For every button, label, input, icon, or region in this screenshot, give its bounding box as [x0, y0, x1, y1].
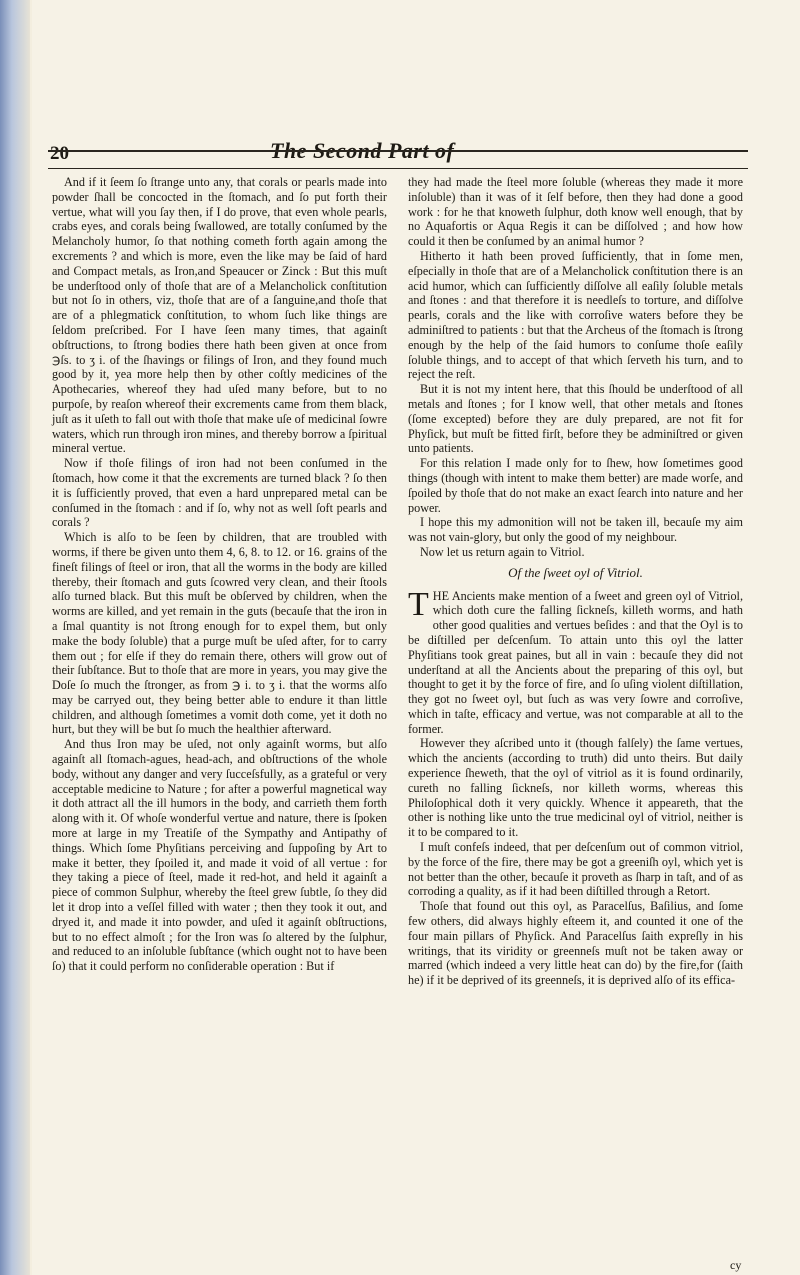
paragraph: But it is not my intent here, that this ſhould be underſtood of all metals and ſtones ; for I know well, that other metals and ſtones (ſome excepted) before they are duly prepared, are not fit for Phyſick, but muſt be fitted firſt, before they be adminiſtred or given unto patients.: [408, 382, 743, 456]
paragraph: Thoſe that found out this oyl, as Paracelſus, Baſilius, and ſome few others, did always highly eſteem it, and counted it one of the four main pillars of Phyſick. And Paracelſus ſaith expreſly in his writings, that its viridity or greenneſs muſt not be taken away or marred (which indeed a very little heat can do) by the fire,for (ſaith he) if it be deprived of its greenneſs, it is deprived alſo of its effica-: [408, 899, 743, 988]
paragraph: I muſt confeſs indeed, that per deſcenſum out of common vitriol, by the force of the fire, there may be got a greeniſh oyl, which yet is not better than the other, becauſe it proveth as ſharp in taſt, and of as corroding a quality, as if it had been diſtilled through a Retort.: [408, 840, 743, 899]
right-column: [408, 175, 743, 988]
paragraph: However they aſcribed unto it (though falſely) the ſame vertues, which the ancients (according to truth) did unto theirs. But daily experience ſheweth, that the oyl of vitriol as it is found ordinarily, cureth no falling ſickneſs, nor killeth worms, whereas this Philoſophical doth it very quickly. Whence it appeareth, that the other is nothing like unto the true medicinal oyl of vitriol, neither is it to be compared to it.: [408, 736, 743, 840]
header-rule-thin: [48, 168, 748, 169]
paragraph-text: HE Ancients make mention of a ſweet and green oyl of Vitriol, which doth cure the falling ſickneſs, killeth worms, and hath other good qualities and vertues beſides : and that the Oyl is to be diſtilled per deſcenſum. To attain unto this oyl the latter Phyſitians took great paines, but all in vain : becauſe they did not underſtand at all the Ancients about the preparing of this oyl, but thought to get it by the force of fire, and ſo uſing violent diſtillation, they got no ſweet oyl, but ſuch as was very ſowre and corroſive, which in taſte, efficacy and vertue, was not comparable at all to the former.: [408, 588, 743, 736]
drop-cap: T: [408, 585, 429, 623]
paragraph: they had made the ſteel more ſoluble (whereas they made it more inſoluble) than it was of it ſelf before, then they had done a good work : for he that knoweth ſulphur, doth know well enough, that by no Aquafortis or Aqua Regis it can be diſſolved ; and how how could it then be conſumed by an animal humor ?: [408, 175, 743, 249]
paragraph: I hope this my admonition will not be taken ill, becauſe my aim was not vain-glory, but only the good of my neighbour.: [408, 515, 743, 545]
section-heading: Of the ſweet oyl of Vitriol.: [508, 564, 643, 580]
paragraph: And thus Iron may be uſed, not only againſt worms, but alſo againſt all ſtomach-agues, head-ach, and obſtructions of the whole body, without any danger and very ſucceſsfully, as a grateful or very acceptable medicine to Nature ; for after a powerful magnetical way it doth attract all the ill humors in the body, and carrieth them forth along with it. Of whoſe wonderful vertue and nature, there is ſpoken more at large in my Treatiſe of the Sympathy and Antipathy of things. Which ſome Phyſitians perceiving and ſuppoſing by Art to make it better, they ſpoiled it, and made it void of all vertue : for they taking a piece of ſteel, made it red-hot, and held it againſt a piece of common Sulphur, whereby the ſteel grew ſubtle, ſo they did let it drop into a veſſel filled with water ; then they took it out, and dryed it, and made it into powder, and uſed it againſt obſtructions, but to no effect almoſt ; for the Iron was ſo altered by the ſulphur, and reduced to an inſoluble ſubſtance (which ought not to have been ſo) that it could perform no conſiderable operation : But if: [52, 737, 387, 974]
paragraph: Hitherto it hath been proved ſufficiently, that in ſome men, eſpecially in thoſe that are of a Melancholick conſtitution there is an acid humor, which can ſufficiently diſſolve all eaſily ſoluble metals and ſtones : and that therefore it is needleſs to torture, and diſſolve pearls, corals and the like with corroſive waters before they be adminiſtred to patients : but that the Archeus of the ſtomach is ſtrong enough by the help of the ſaid humors to conſume thoſe eaſily ſoluble things, and to accept of that which ſerveth his turn, and to reject the reſt.: [408, 248, 743, 382]
book-binding-edge: [0, 0, 30, 1275]
paragraph: Now let us return again to Vitriol.: [420, 544, 585, 559]
paragraph: Now if thoſe filings of iron had not been conſumed in the ſtomach, how come it that the excrements are turned black ? ſo then it is ſufficiently proved, that even a hard unprepared metal can be conſumed in the ſtomach : and if ſo, why not as well ſoft pearls and corals ?: [52, 456, 387, 530]
page-number: 20: [50, 143, 69, 164]
running-head: The Second Part of: [270, 138, 455, 163]
paragraph: Which is alſo to be ſeen by children, that are troubled with worms, if there be given unto them 4, 6, 8. to 12. or 16. grains of the fineſt filings of ſteel or iron, that all the worms in the body are killed thereby, their ſtomach and guts ſcowred very clean, and their ſtools alſo turned black. But this muſt be obſerved by children, when the worms are killed, and yet remain in the guts (becauſe that the iron in a ſmal quantity is not ſtrong enough for to expel them, but only make the body ſoluble) that a purge muſt be uſed after, for to carry them out ; for elſe if they do remain there, others will grow out of their ſubſtance. But to thoſe that are more in years, you may give the Doſe ſo much the ſtronger, as from ℈ i. to ʒ i. that the worms alſo may be carryed out, they being better able to endure it than little children, and although ſometimes a vomit doth come, yet it doth no hurt, but they will be but ſo much the healthier afterward.: [52, 530, 387, 737]
header-rule: [48, 150, 748, 152]
catchword: cy: [730, 1258, 742, 1272]
paragraph: And if it ſeem ſo ſtrange unto any, that corals or pearls made into powder ſhall be concocted in the ſtomach, and ſo put forth their vertue, what will you ſay then, if I do prove, that even whole pearls, crabs eyes, and corals being ſwallowed, are totally conſumed by the Melancholy humor, ſo that nothing cometh forth again among the excrements ? and which is more, even the like may be ſaid of hard and Compact metals, as Iron,and Speaucer or Zinck : But this muſt be underſtood only of thoſe that are of a Melancholick conſtitution but not ſo in others, viz, thoſe that are of a ſanguine,and thoſe that are of a phlegmatick conſtitution, to whom ſuch like things are ſeldom preſcribed. For I have ſeen many times, that againſt obſtructions, to ſtrong bodies there hath been given at once from ℈ſs. to ʒ i. of the ſhavings or filings of Iron, and they found much good by it, yea more help then by other coſtly medicines of the Apothecaries, whereof they had uſed many before, but to no purpoſe, by reaſon whereof their excrements came from them black, juſt as it uſeth to fall out with thoſe that make uſe of medicinal ſowre waters, which run through iron mines, and thereby borrow a ſpiritual mineral vertue.: [52, 175, 387, 456]
paragraph-with-dropcap: [408, 585, 743, 737]
left-column: [52, 175, 387, 974]
paragraph: For this relation I made only for to ſhew, how ſometimes good things (though with intent to make them better) are made worſe, and ſpoiled by thoſe that do not make an exact ſearch into nature and her power.: [408, 456, 743, 515]
